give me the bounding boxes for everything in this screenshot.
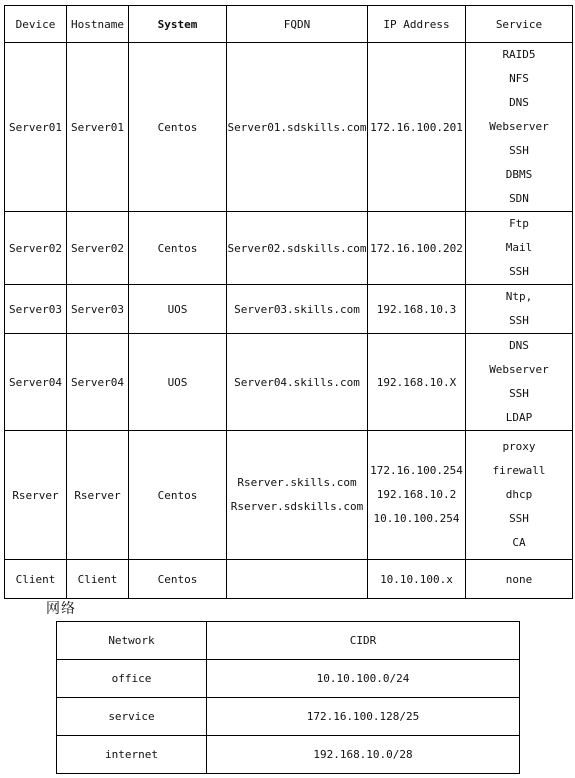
ip-value: 172.16.100.254	[370, 464, 463, 477]
cidr-cell: 172.16.100.128/25	[207, 698, 520, 736]
device-cell: Server04	[5, 334, 67, 431]
fqdn-value: Server03.skills.com	[234, 302, 360, 316]
system-cell: Centos	[129, 431, 227, 560]
fqdn-value: Server04.skills.com	[234, 375, 360, 389]
service-item: proxy	[502, 440, 536, 453]
ip-cell	[368, 431, 466, 560]
service-item: SSH	[509, 314, 529, 327]
device-cell: Rserver	[5, 431, 67, 560]
service-item: Ntp,	[505, 290, 533, 303]
service-item: SSH	[509, 512, 529, 525]
service-item: DNS	[509, 96, 529, 109]
fqdn-cell	[227, 560, 368, 599]
device-cell: Client	[5, 560, 67, 599]
service-item: SDN	[509, 192, 529, 205]
header-network: Network	[57, 622, 207, 660]
service-cell	[466, 43, 573, 212]
service-item: dhcp	[505, 488, 533, 501]
header-device: Device	[5, 6, 67, 43]
service-item: DBMS	[505, 168, 533, 181]
table-row	[5, 212, 573, 285]
service-item: RAID5	[502, 48, 536, 61]
system-cell: Centos	[129, 43, 227, 212]
hosts-table	[4, 5, 573, 599]
service-item: Mail	[505, 241, 533, 254]
ip-value: 10.10.100.x	[380, 572, 453, 586]
service-item: SSH	[509, 265, 529, 278]
header-ip-address: IP Address	[368, 6, 466, 43]
fqdn-cell	[227, 431, 368, 560]
service-cell	[466, 431, 573, 560]
fqdn-value: Server01.sdskills.com	[227, 120, 367, 134]
service-item: SSH	[509, 387, 529, 400]
fqdn-cell	[227, 43, 368, 212]
service-cell	[466, 285, 573, 334]
ip-value: 192.168.10.2	[376, 488, 457, 501]
ip-cell	[368, 212, 466, 285]
system-cell: Centos	[129, 212, 227, 285]
fqdn-value: Server02.sdskills.com	[227, 241, 367, 255]
table-row	[5, 334, 573, 431]
service-cell	[466, 560, 573, 599]
fqdn-cell	[227, 334, 368, 431]
fqdn-cell	[227, 212, 368, 285]
ip-cell	[368, 334, 466, 431]
hostname-cell: Server04	[67, 334, 129, 431]
service-item: Ftp	[509, 217, 529, 230]
service-item: none	[505, 572, 533, 586]
ip-value: 192.168.10.X	[376, 375, 457, 389]
table-row	[5, 43, 573, 212]
network-name-cell: service	[57, 698, 207, 736]
table-row	[5, 431, 573, 560]
cidr-cell: 10.10.100.0/24	[207, 660, 520, 698]
service-cell	[466, 212, 573, 285]
fqdn-value: Rserver.skills.com	[237, 476, 357, 489]
ip-cell	[368, 43, 466, 212]
ip-cell	[368, 285, 466, 334]
header-service: Service	[466, 6, 573, 43]
ip-value: 172.16.100.201	[370, 120, 463, 134]
device-cell: Server02	[5, 212, 67, 285]
table-row	[57, 698, 520, 736]
fqdn-cell	[227, 285, 368, 334]
ip-value: 172.16.100.202	[370, 241, 463, 255]
hosts-header-row	[5, 6, 573, 43]
network-name-cell: internet	[57, 736, 207, 774]
network-name-cell: office	[57, 660, 207, 698]
cidr-cell: 192.168.10.0/28	[207, 736, 520, 774]
table-row	[57, 660, 520, 698]
table-row	[5, 560, 573, 599]
hostname-cell: Rserver	[67, 431, 129, 560]
service-item: CA	[512, 536, 526, 549]
table-row	[57, 736, 520, 774]
ip-value: 10.10.100.254	[373, 512, 460, 525]
header-fqdn: FQDN	[227, 6, 368, 43]
network-header-row	[57, 622, 520, 660]
device-cell: Server03	[5, 285, 67, 334]
device-cell: Server01	[5, 43, 67, 212]
system-cell: UOS	[129, 285, 227, 334]
service-cell	[466, 334, 573, 431]
service-item: LDAP	[505, 411, 533, 424]
network-caption: 网络	[46, 601, 76, 617]
network-table	[56, 621, 520, 774]
service-item: Webserver	[489, 120, 549, 133]
system-cell: UOS	[129, 334, 227, 431]
header-system: System	[129, 6, 227, 43]
hostname-cell: Server01	[67, 43, 129, 212]
header-cidr: CIDR	[207, 622, 520, 660]
hostname-cell: Client	[67, 560, 129, 599]
service-item: NFS	[509, 72, 529, 85]
hostname-cell: Server03	[67, 285, 129, 334]
service-item: Webserver	[489, 363, 549, 376]
hostname-cell: Server02	[67, 212, 129, 285]
table-row	[5, 285, 573, 334]
service-item: firewall	[492, 464, 546, 477]
service-item: DNS	[509, 339, 529, 352]
system-cell: Centos	[129, 560, 227, 599]
fqdn-value: Rserver.sdskills.com	[230, 500, 364, 513]
service-item: SSH	[509, 144, 529, 157]
ip-cell	[368, 560, 466, 599]
header-hostname: Hostname	[67, 6, 129, 43]
ip-value: 192.168.10.3	[376, 302, 457, 316]
